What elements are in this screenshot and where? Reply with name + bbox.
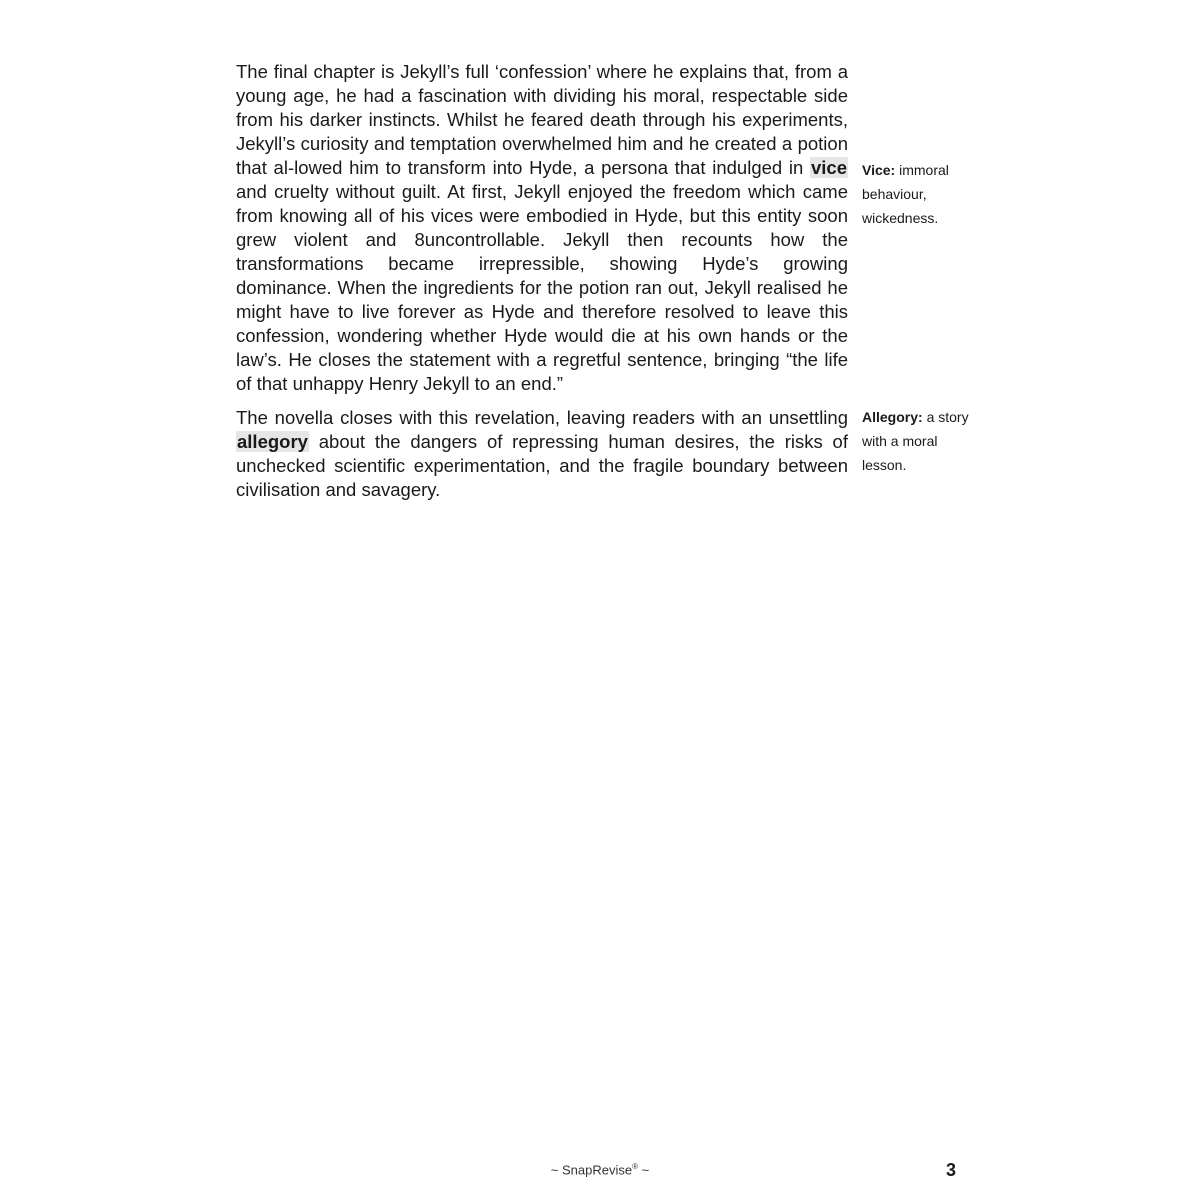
paragraph-confession [236, 60, 848, 396]
paragraph-text: and cruelty without guilt. At first, Jekyll enjoyed the freedom which came from knowing all of his vices were embodied in Hyde, but this entity soon grew violent and 8uncontrollable. Jekyll then recounts how the transformations became irrepressible, showing Hyde’s growing dominance. When the ingredients for the potion ran out, Jekyll realised he might have to live forever as Hyde and therefore resolved to leave this confession, wondering whether Hyde would die at his own hands or the law’s. He closes the statement with a regretful sentence, bringing “the life of that unhappy Henry Jekyll to an end.” [236, 181, 848, 394]
glossary-definition: a story with a moral lesson. [862, 409, 969, 473]
glossary-note-allegory [862, 405, 972, 477]
paragraph-text: about the dangers of repressing human desires, the risks of unchecked scientific experimentation, and the fragile boundary between civilisation and savagery. [236, 431, 848, 500]
glossary-term: Allegory: [862, 409, 923, 425]
registered-mark: ® [632, 1162, 638, 1171]
page-number: 3 [946, 1160, 957, 1180]
highlighted-term-allegory: allegory [237, 431, 308, 452]
footer-brand [0, 1162, 1200, 1177]
paragraph-conclusion [236, 406, 848, 502]
brand-name: ~ SnapRevise [550, 1162, 633, 1178]
glossary-note-vice [862, 158, 972, 230]
brand-suffix: ~ [638, 1162, 650, 1178]
glossary-definition: immoral behaviour, wickedness. [862, 162, 949, 226]
paragraph-text: The novella closes with this revelation, leaving readers with an unsettling [236, 407, 848, 428]
highlighted-term-vice: vice [810, 157, 847, 178]
glossary-term: Vice: [862, 162, 896, 178]
main-text-column [236, 60, 848, 502]
paragraph-text: The final chapter is Jekyll’s full ‘confession’ where he explains that, from a young age, he had a fascination with dividing his moral, respectable side from his darker instincts. Whilst he feared death through his experiments, Jekyll’s curiosity and temptation overwhelmed him and he created a potion that al-lowed him to transform into Hyde, a persona that indulged in [236, 61, 848, 178]
